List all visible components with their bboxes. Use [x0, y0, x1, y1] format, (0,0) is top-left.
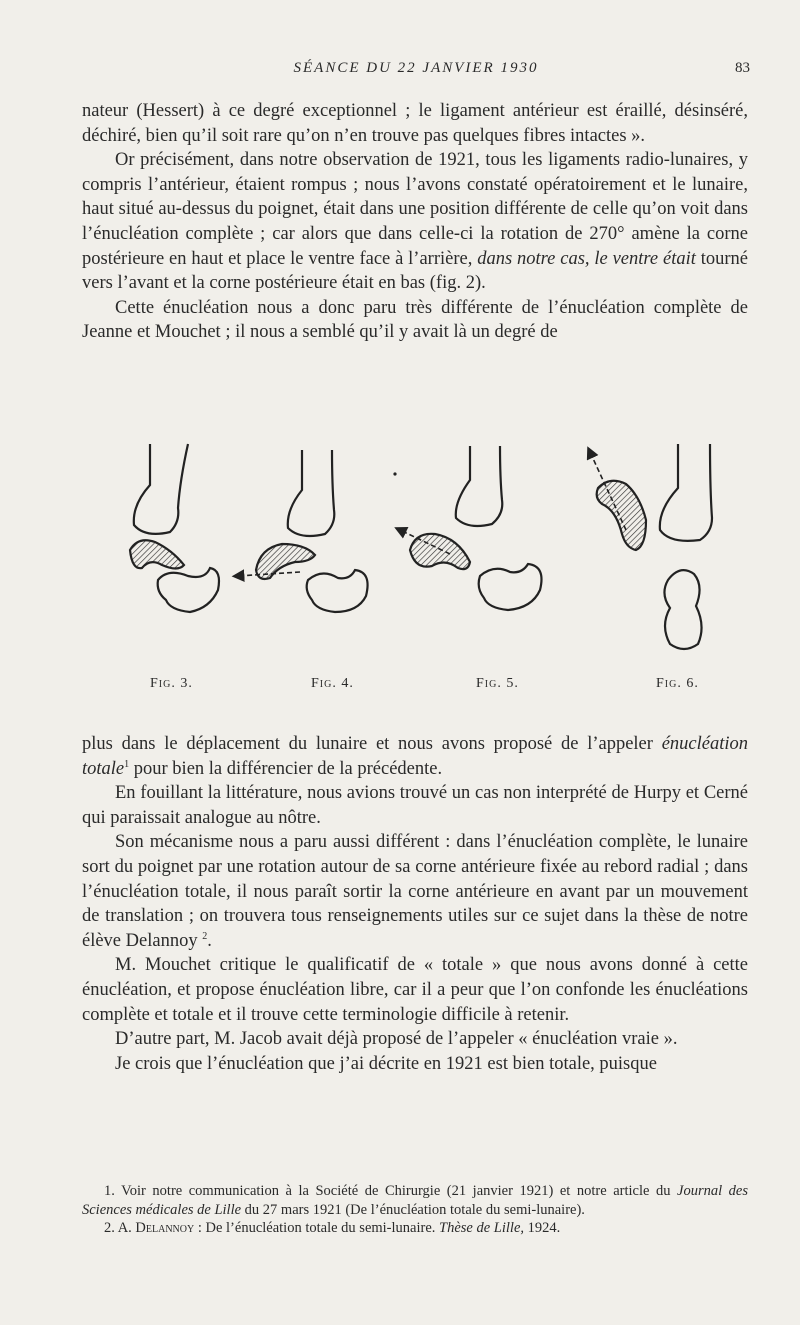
text-span: . [207, 930, 212, 951]
page-header [82, 60, 750, 84]
footnote-2 [82, 1219, 748, 1238]
figure-3-drawing [130, 444, 219, 612]
figure-group [110, 440, 730, 660]
radius-bone [456, 446, 503, 526]
italic-span: Thèse de Lille, [439, 1220, 525, 1236]
text-span: pour bien la différencier de la précédente. [133, 758, 443, 779]
text-span: plus dans le déplacement du lunaire et nous avons proposé de l’appeler [82, 734, 653, 754]
paragraph: Je crois que l’énucléation que j’ai décrite en 1921 est bien totale, puisque [115, 1053, 657, 1074]
capitate-bone [158, 568, 219, 612]
radius-bone [660, 444, 712, 541]
radius-bone [134, 444, 188, 534]
figure-4-drawing [238, 450, 368, 612]
caption-fig-3: Fig. 3. [150, 676, 193, 691]
paragraph: En fouillant la littérature, nous avions trouvé un cas non interprété de Hurpy et Cerné qui paraissait analogue au nôtre. [82, 783, 748, 828]
figure-5-drawing [393, 446, 541, 610]
capitate-bone [479, 564, 542, 610]
paragraph: D’autre part, M. Jacob avait déjà proposé de l’appeler « énucléation vraie ». [115, 1029, 678, 1050]
running-title: SÉANCE DU 22 JANVIER 1930 [293, 60, 539, 76]
text-span: Or précisément, dans notre observation de 1921, tous les ligaments radio-lunaires, y compris l’antérieur, étaient rompus ; nous l’avons constaté opératoirement et le lunaire, haut situé au-dessus du poignet, était dans une position différente de celle qu’on voit dans l’énucléation complète ; car alors que dans celle-ci la rotation de 270° amène la corne postérieure en haut et place le ventre face à l’arrière, [82, 150, 748, 269]
footnotes [82, 1182, 748, 1238]
text-span: 1. Voir notre communication à la Société de Chirurgie (21 janvier 1921) et notre article du [104, 1183, 671, 1199]
capitate-bone [307, 570, 368, 612]
footnote-marker: 1 [124, 758, 130, 770]
page-number: 83 [735, 60, 750, 76]
paragraph [82, 148, 748, 296]
italic-span: dans notre cas, le ventre était [477, 248, 696, 269]
radius-bone [288, 450, 335, 536]
text-span: Son mécanisme nous a paru aussi différent : dans l’énucléation complète, le lunaire sort du poignet par une rotation autour de sa corne antérieure fixée au rebord radial ; dans l’énucléation totale, il nous paraît sortir la corne antérieure en avant par un mouvement de translation ; on trouvera tous renseignements utiles sur ce sujet dans la thèse de notre élève Delannoy [82, 832, 748, 951]
caption-fig-4: Fig. 4. [311, 676, 354, 691]
paragraph [82, 732, 748, 781]
paragraph: Cette énucléation nous a donc paru très différente de l’énucléation complète de Jeanne et Mouchet ; il nous a semblé qu’il y avait là un degré de [82, 297, 748, 343]
text-span: : De l’énucléation totale du semi-lunaire. [197, 1220, 436, 1236]
dot-mark [393, 472, 396, 475]
wrist-diagrams [110, 440, 730, 660]
italic-span: énucléation totale [82, 734, 749, 779]
lunate-bone [597, 481, 646, 550]
text-span: 1924. [527, 1220, 561, 1236]
caption-fig-6: Fig. 6. [656, 676, 699, 691]
paragraph: M. Mouchet critique le qualificatif de « totale » que nous avons donné à cette énucléation, et propose énucléation libre, car il a peur que l’on confonde les énucléations complète et totale et il trouve cette terminologie difficile à retenir. [82, 955, 748, 1025]
footnote-1 [82, 1182, 748, 1219]
footnote-marker: 2 [202, 930, 208, 942]
caption-fig-5: Fig. 5. [476, 676, 519, 691]
text-span: 2. A. [104, 1220, 132, 1236]
paragraph [82, 830, 748, 953]
author-name: Delannoy [135, 1220, 195, 1236]
lunate-bone [130, 540, 184, 568]
capitate-bone [664, 570, 701, 649]
text-span: tourné vers l’avant et la corne postérieure était en bas (fig. 2). [82, 248, 748, 294]
paragraph: nateur (Hessert) à ce degré exceptionnel ; le ligament antérieur est éraillé, désinséré, déchiré, bien qu’il soit rare qu’on n’en trouve pas quelques fibres intactes ». [82, 101, 748, 146]
body-text-top [82, 99, 748, 345]
figure-6-drawing [590, 444, 712, 649]
text-span: du 27 mars 1921 (De l’énucléation totale du semi-lunaire). [244, 1201, 585, 1218]
italic-span: Journal des Sciences médicales de Lille [82, 1183, 748, 1218]
body-text-bottom [82, 732, 748, 1076]
